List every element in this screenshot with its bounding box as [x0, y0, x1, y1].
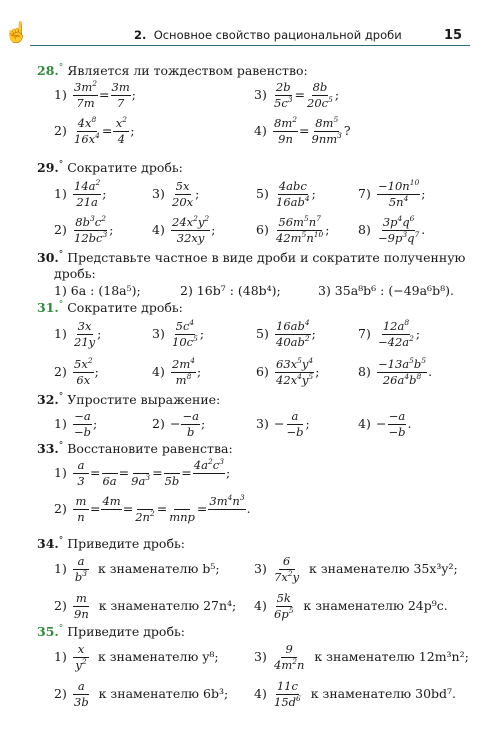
- exercise-number: 31.°: [37, 300, 64, 316]
- exercise-title: Приведите дробь:: [67, 624, 185, 640]
- exercise-number: 29.°: [37, 160, 64, 176]
- exercise-28-heading: [37, 63, 308, 78]
- target-denominator: к знаменателю 30bd⁷.: [310, 686, 457, 701]
- exercise-30-heading: [37, 250, 465, 265]
- ex29-item-3: 3) $\frac{5x}{20x}$ ;: [152, 179, 200, 209]
- ex29-item-8: 8) $\frac{3p^4q^6}{-9p^3q^7}$ .: [358, 214, 426, 245]
- ex28-item-2: 2) $\frac{4x^8}{16x^4}$ = $\frac{x^2}{4}$ ;: [54, 115, 135, 146]
- exercise-number: 32.°: [37, 392, 64, 408]
- ex35-item-3: 3) $\frac{9}{4m^2n}$ к знаменателю 12m³n²;: [254, 642, 469, 672]
- ex30-item-1: 1) 6a : (18a⁵);: [54, 283, 141, 298]
- target-denominator: к знаменателю 35x³y²;: [309, 561, 458, 576]
- ex34-item-1: 1) $\frac{a}{b^3}$ к знаменателю b⁵;: [54, 554, 220, 584]
- target-denominator: к знаменателю 6b³;: [98, 686, 229, 701]
- exercise-34-heading: [37, 536, 185, 551]
- exercise-number: 33.°: [37, 441, 64, 457]
- ex28-item-4: 4) $\frac{8m^2}{9n}$ = $\frac{8m^5}{9nm^3}$ ?: [254, 115, 351, 146]
- ex30-item-2: 2) 16b⁷ : (48b⁴);: [180, 283, 281, 298]
- exercise-title: Приведите дробь:: [67, 536, 185, 552]
- exercise-number: 30.°: [37, 250, 64, 266]
- ex29-item-2: 2) $\frac{8b^3c^2}{12bc^3}$ ;: [54, 214, 114, 245]
- ex33-item-1: 1) $\frac{a}{3}$ = 6a = $9a^3$ = 5b = $4a^2c^3$ ;: [54, 457, 231, 488]
- ex29-item-1: 1) $\frac{14a^2}{21a}$ ;: [54, 178, 107, 209]
- ex34-item-2: 2) $\frac{m}{9n}$ к знаменателю 27n⁴;: [54, 591, 237, 621]
- exercise-32-heading: [37, 392, 220, 407]
- target-denominator: к знаменателю y⁸;: [97, 649, 219, 664]
- ex31-item-4: 4) $\frac{2m^4}{m^8}$ ;: [152, 356, 202, 387]
- exercise-title: Упростите выражение:: [67, 392, 221, 408]
- exercise-31-heading: [37, 300, 183, 315]
- exercise-title: Сократите дробь:: [67, 300, 183, 316]
- ex29-item-5: 5) $\frac{\text{4abc}}{16ab^4}$ ;: [256, 179, 316, 209]
- ex31-item-7: 7) $\frac{12a^8}{-42a^2}$ ;: [358, 318, 421, 349]
- exercise-title: Является ли тождеством равенство:: [67, 63, 308, 79]
- exercise-35-heading: [37, 624, 185, 639]
- header-title: [134, 28, 402, 42]
- exercise-number: 28.°: [37, 63, 64, 79]
- ex31-item-8: 8) $\frac{-13a^5b^5}{26a^4b^8}$ .: [358, 356, 433, 387]
- exercise-title: Представьте частное в виде дроби и сократите полученную: [67, 250, 466, 266]
- ex28-item-1: 1) $\frac{3m^2}{7m}$ = $\frac{3m}{7}$ ;: [54, 79, 136, 110]
- ex34-item-4: 4) $\frac{5k}{6p^5}$ к знаменателю 24p⁹c.: [254, 591, 448, 621]
- ex31-item-3: 3) $\frac{5c^4}{10c^5}$ ;: [152, 318, 205, 349]
- section-number: 2.: [134, 28, 147, 42]
- exercise-number: 35.°: [37, 624, 64, 640]
- exercise-33-heading: [37, 441, 233, 456]
- header-rule: [30, 45, 470, 46]
- ex32-item-1: 1) $\frac{-a}{-b}$ ;: [54, 409, 98, 439]
- ex29-item-7: 7) $\frac{-10n^{10}}{5n^4}$ ;: [358, 178, 426, 209]
- target-denominator: к знаменателю 12m³n²;: [314, 649, 469, 664]
- ex31-item-5: 5) $\frac{16ab^4}{40ab^2}$ ;: [256, 318, 316, 349]
- ex35-item-4: 4) $\frac{11c}{15d^6}$ к знаменателю 30bd⁷.: [254, 679, 457, 709]
- ex30-item-3: 3) 35a⁸b⁶ : (−49a⁶b⁸).: [318, 283, 454, 298]
- exercise-title: Сократите дробь:: [67, 160, 183, 176]
- ex28-item-3: 3) $\frac{2b}{5c^3}$ = $\frac{8b}{20c^5}$ ;: [254, 80, 340, 110]
- ex34-item-3: 3) $\frac{6}{7x^2y}$ к знаменателю 35x³y²;: [254, 554, 458, 584]
- ex29-item-6: 6) $\frac{56m^5n^7}{42m^5n^{10}}$ ;: [256, 214, 330, 245]
- exercise-30-title-cont: дробь:: [54, 266, 96, 281]
- hand-icon: ☝: [4, 20, 29, 44]
- ex35-item-2: 2) $\frac{a}{3b}$ к знаменателю 6b³;: [54, 679, 229, 709]
- exercise-title: Восстановите равенства:: [67, 441, 233, 457]
- ex31-item-6: 6) $\frac{63x^5y^4}{42x^4y^5}$ ;: [256, 356, 320, 387]
- page-number: 15: [444, 28, 463, 43]
- ex33-item-2: 2) $\frac{m}{n}$ = 4m = $2n^2$ = mnp = $3m^4n^3$ .: [54, 493, 251, 524]
- target-denominator: к знаменателю 24p⁹c.: [303, 598, 448, 613]
- ex29-item-4: 4) $\frac{24x^2y^2}{32xy}$ ;: [152, 214, 216, 245]
- ex35-item-1: 1) $\frac{x}{y^2}$ к знаменателю y⁸;: [54, 642, 219, 672]
- ex32-item-4: 4) − $\frac{-a}{-b}$ .: [358, 409, 412, 439]
- exercise-29-heading: [37, 160, 183, 175]
- section-title: Основное свойство рациональной дроби: [153, 28, 402, 42]
- target-denominator: к знаменателю b⁵;: [97, 561, 220, 576]
- ex31-item-1: 1) $\frac{3x}{21y}$ ;: [54, 319, 102, 349]
- ex32-item-3: 3) − $\frac{a}{-b}$ ;: [256, 409, 310, 439]
- ex31-item-2: 2) $\frac{5x^2}{6x}$ ;: [54, 356, 99, 387]
- exercise-number: 34.°: [37, 536, 64, 552]
- target-denominator: к знаменателю 27n⁴;: [98, 598, 237, 613]
- ex32-item-2: 2) − $\frac{-a}{b}$ ;: [152, 409, 206, 439]
